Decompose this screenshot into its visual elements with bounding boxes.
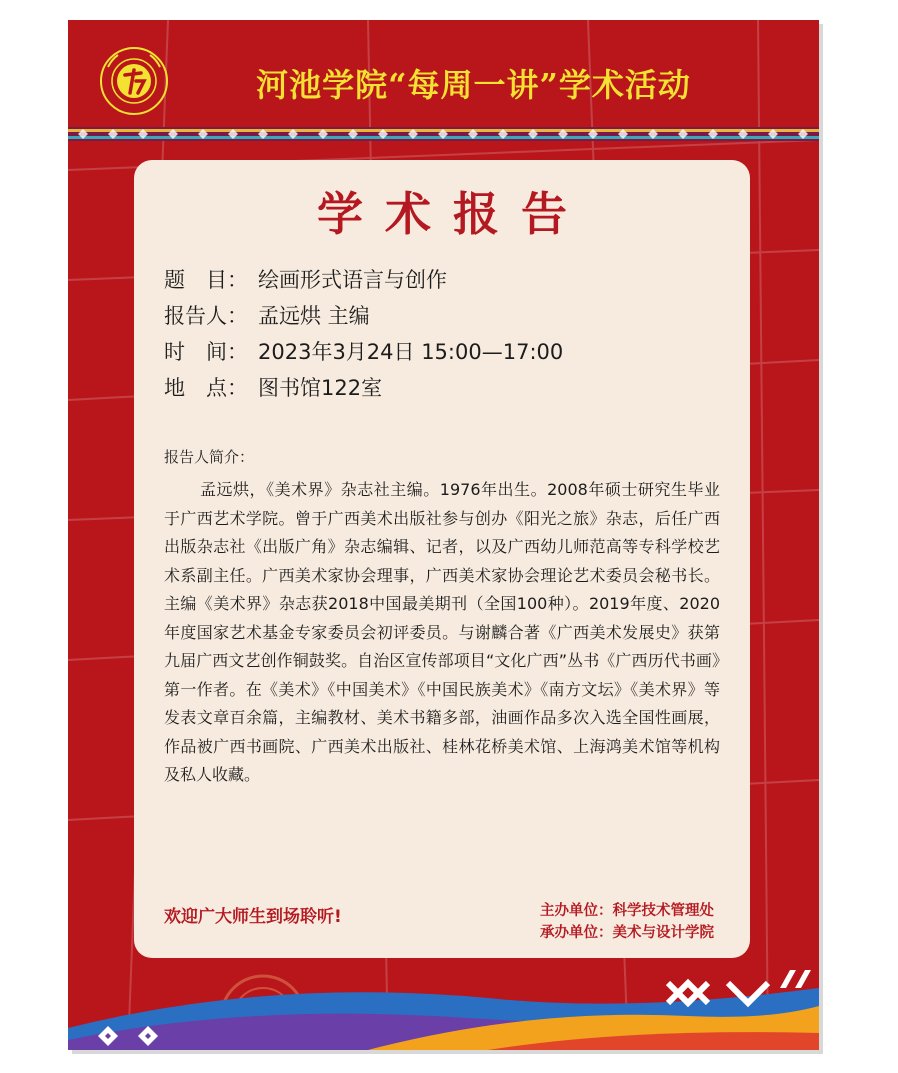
- organizers: [540, 900, 714, 944]
- report-card: [134, 160, 750, 958]
- event-info: [164, 262, 724, 406]
- info-label: 题 目：: [164, 268, 248, 292]
- info-label: 时 间：: [164, 340, 248, 364]
- info-value: 孟远烘 主编: [258, 304, 370, 328]
- info-row-topic: [164, 262, 724, 298]
- header-title: 河池学院“每周一讲”学术活动: [256, 66, 691, 104]
- welcome-message: 欢迎广大师生到场聆听!: [164, 907, 342, 927]
- poster: [68, 20, 819, 1050]
- ethnic-pattern-band: [68, 127, 819, 141]
- info-row-speaker: [164, 298, 724, 334]
- info-value: 绘画形式语言与创作: [258, 268, 447, 292]
- info-value: 图书馆122室: [258, 376, 383, 400]
- info-row-location: [164, 370, 724, 406]
- co-organizer: 承办单位：美术与设计学院: [540, 925, 714, 941]
- bio-heading: 报告人简介：: [164, 448, 255, 466]
- info-label: 地 点：: [164, 376, 248, 400]
- info-value: 2023年3月24日 15:00—17:00: [258, 340, 564, 364]
- info-row-time: [164, 334, 724, 370]
- report-title: 学术报告: [317, 187, 589, 241]
- organizer: 主办单位：科学技术管理处: [540, 903, 714, 919]
- bio-text: 孟远烘，《美术界》杂志社主编。1976年出生。2008年硕士研究生毕业于广西艺术学院。曾于广西美术出版社参与创办《阳光之旅》杂志，后任广西出版杂志社《出版广角》杂志编辑、记者，以及广西幼儿师范高等专科学校艺术系副主任。广西美术家协会理事，广西美术家协会理论艺术委员会秘书长。主编《美术界》杂志获2018中国最美期刊（全国100种）。2019年度、2020年度国家艺术基金专家委员会初评委员。与谢麟合著《广西美术发展史》获第九届广西文艺创作铜鼓奖。自治区宣传部项目“文化广西”丛书《广西历代书画》第一作者。在《美术》《中国美术》《中国民族美术》《南方文坛》《美术界》等发表文章百余篇，主编教材、美术书籍多部，油画作品多次入选全国性画展，作品被广西书画院、广西美术出版社、桂林花桥美术馆、上海鸿美术馆等机构及私人收藏。: [164, 480, 720, 784]
- bottom-decoration: [68, 958, 819, 1050]
- info-label: 报告人：: [164, 304, 248, 328]
